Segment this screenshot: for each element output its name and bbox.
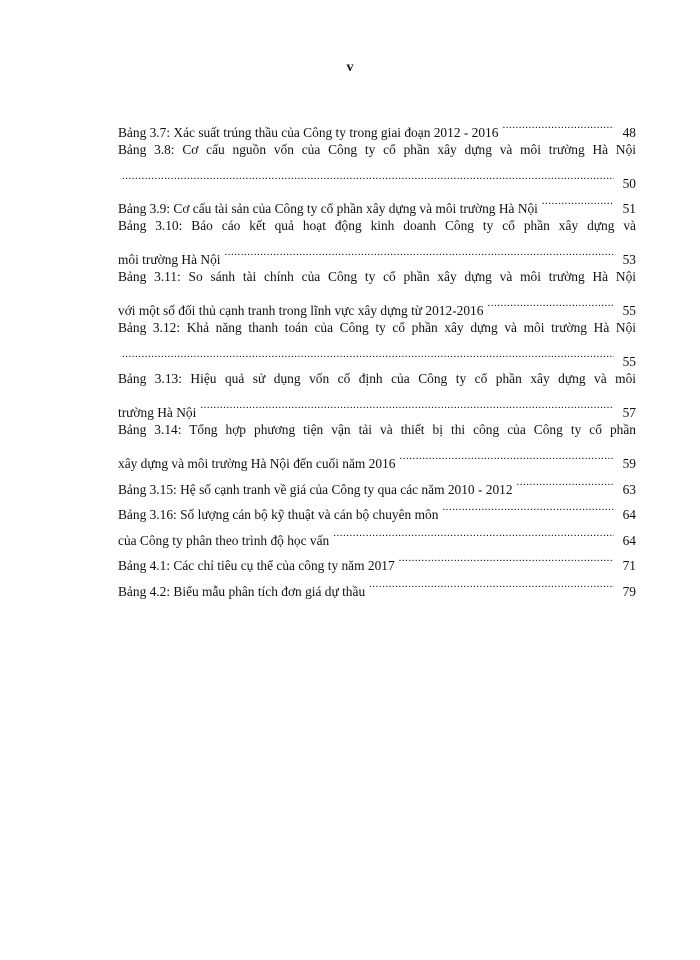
dot-leader	[122, 341, 614, 367]
table-of-tables	[118, 111, 636, 599]
toc-entry-text: Bảng 3.16: Số lượng cán bộ kỹ thuật và cán bộ chuyên môn	[118, 507, 439, 522]
dot-leader	[399, 443, 614, 469]
toc-entry[interactable]	[118, 213, 636, 267]
toc-entry-text: Bảng 3.8: Cơ cấu nguồn vốn của Công ty cổ phần xây dựng và môi trường Hà Nội	[118, 141, 636, 157]
toc-entry-text: Bảng 3.9: Cơ cấu tài sản của Công ty cổ phần xây dựng và môi trường Hà Nội	[118, 201, 538, 216]
toc-page-number: 55	[622, 303, 636, 318]
dot-leader	[333, 519, 614, 545]
toc-entry-text: Bảng 3.10: Báo cáo kết quả hoạt động kinh doanh Công ty cổ phần xây dựng và	[118, 218, 636, 233]
toc-entry-text: môi trường Hà Nội	[118, 252, 221, 267]
toc-page-number: 59	[622, 456, 636, 471]
toc-entry-text: Bảng 3.12: Khả năng thanh toán của Công ty cổ phần xây dựng và môi trường Hà Nội	[118, 320, 636, 335]
toc-entry-text: Bảng 4.2: Biểu mẫu phân tích đơn giá dự thầu	[118, 583, 366, 599]
toc-entry-text: Bảng 3.14: Tổng hợp phương tiện vận tải và thiết bị thi công của Công ty cổ phần	[118, 422, 636, 437]
toc-entry-text: Bảng 3.11: So sánh tài chính của Công ty cổ phần xây dựng và môi trường Hà Nội	[118, 269, 636, 284]
toc-page-number: 51	[622, 201, 636, 216]
toc-entry-text: trường Hà Nội	[118, 405, 197, 420]
dot-leader	[487, 290, 614, 316]
toc-entry[interactable]	[118, 137, 636, 191]
toc-page-number: 55	[622, 354, 636, 369]
dot-leader	[442, 494, 614, 520]
toc-entry-text: Bảng 3.15: Hệ số cạnh tranh về giá của Công ty qua các năm 2010 - 2012	[118, 481, 513, 497]
toc-page-number: 71	[622, 558, 636, 573]
toc-page-number: 50	[622, 175, 636, 191]
toc-page-number: 64	[622, 507, 636, 522]
dot-leader	[399, 545, 614, 571]
dot-leader	[542, 188, 614, 214]
toc-entry[interactable]	[118, 315, 636, 369]
dot-leader	[369, 570, 614, 596]
toc-entry-text: xây dựng và môi trường Hà Nội đến cuối năm 2016	[118, 456, 396, 471]
toc-page-number: 53	[622, 252, 636, 267]
toc-entry[interactable]	[118, 111, 636, 140]
toc-page-number: 57	[622, 405, 636, 420]
toc-entry[interactable]	[118, 264, 636, 318]
toc-entry-text: Bảng 4.1: Các chỉ tiêu cụ thể của công ty năm 2017	[118, 558, 395, 573]
toc-page-number: 48	[622, 124, 636, 140]
dot-leader	[502, 111, 614, 137]
toc-entry-text: với một số đối thủ cạnh tranh trong lĩnh vực xây dựng từ 2012-2016	[118, 303, 484, 318]
toc-entry[interactable]	[118, 188, 636, 214]
toc-page-number: 79	[622, 583, 636, 599]
page-number: v	[346, 60, 354, 75]
toc-entry[interactable]	[118, 417, 636, 471]
toc-entry[interactable]	[118, 366, 636, 420]
toc-page-number: 64	[622, 532, 636, 548]
toc-entry-text: Bảng 3.7: Xác suất trúng thầu của Công ty trong giai đoạn 2012 - 2016	[118, 124, 499, 140]
dot-leader	[122, 162, 614, 188]
toc-page-number: 63	[622, 481, 636, 497]
dot-leader	[200, 392, 614, 418]
toc-entry-text: Bảng 3.13: Hiệu quả sử dụng vốn cố định của Công ty cổ phần xây dựng và môi	[118, 371, 636, 386]
dot-leader	[224, 239, 614, 265]
dot-leader	[517, 468, 614, 494]
toc-entry-text: của Công ty phân theo trình độ học vấn	[118, 532, 330, 548]
